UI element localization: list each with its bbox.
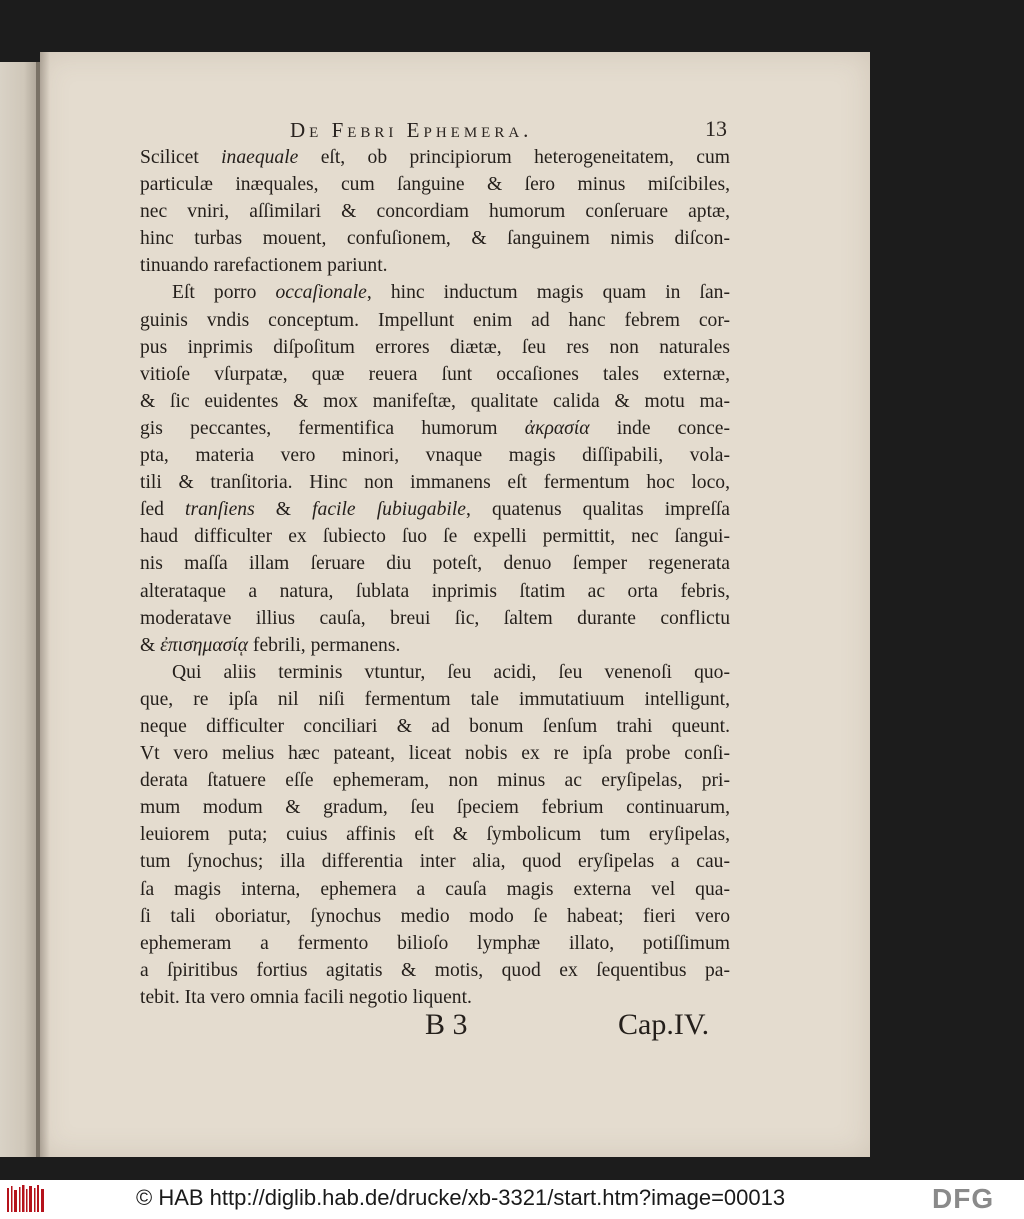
running-header: De Febri Ephemera. [290,118,533,142]
page-number: 13 [705,116,727,141]
text-line: que, re ipſa nil niſi fermentum tale immutatiuum intelligunt, [140,688,730,710]
text-line: nec vniri, aſſimilari & concordiam humorum conſeruare aptæ, [140,201,730,223]
text-line: hinc turbas mouent, confuſionem, & ſanguinem nimis diſcon- [140,228,730,250]
text-line: moderatave illius cauſa, breui ſic, ſaltem durante conflictu [140,607,730,629]
text-line: pus inprimis diſpoſitum errores diætæ, ſeu res non naturales [140,336,730,358]
text-line: guinis vndis conceptum. Impellunt enim ad hanc febrem cor- [140,309,730,331]
text-line: pta, materia vero minori, vnaque magis diſſipabili, vola- [140,445,730,467]
text-line: Scilicet inaequale eſt, ob principiorum heterogeneitatem, cum [140,147,730,168]
text-line: particulæ inæquales, cum ſanguine & ſero minus miſcibiles, [140,174,730,196]
text-line: & ſic euidentes & mox manifeſtæ, qualitate calida & motu ma- [140,390,730,412]
text-line: Vt vero melius hæc pateant, liceat nobis ex re ipſa probe conſi- [140,743,730,765]
body-text [140,144,730,1011]
text-line: tum ſynochus; illa differentia inter alia, quod eryſipelas a cau- [140,851,730,873]
signature-mark: B 3 [425,1008,468,1041]
text-line: ephemeram a fermento bilioſo lymphæ illato, potiſſimum [140,932,730,954]
text-line: & ἐπισημασίᾳ febrili, permanens. [140,634,401,656]
text-line: tinuando rarefactionem pariunt. [140,255,388,277]
text-line: haud difficulter ex ſubiecto ſuo ſe expelli permittit, nec ſangui- [140,526,730,548]
text-line: a ſpiritibus fortius agitatis & motis, quod ex ſequentibus pa- [140,959,730,981]
text-line: ſa magis interna, ephemera a cauſa magis externa vel qua- [140,878,730,900]
dfg-logo: DFG [932,1183,995,1214]
text-line: leuiorem puta; cuius affinis eſt & ſymbolicum tum eryſipelas, [140,824,730,846]
text-line: ſi tali oboriatur, ſynochus medio modo ſe habeat; fieri vero [140,905,730,927]
text-line: nis maſſa illam ſeruare diu poteſt, denuo ſemper regenerata [140,553,730,575]
hab-barcode-logo-icon [6,1184,46,1214]
text-line: Eſt porro occaſionale, hinc inductum magis quam in ſan- [172,282,730,304]
text-line: vitioſe vſurpatæ, quæ reuera ſunt occaſiones tales externæ, [140,363,730,385]
text-line: tebit. Ita vero omnia facili negotio liquent. [140,986,472,1008]
text-line: Qui aliis terminis vtuntur, ſeu acidi, ſeu venenoſi quo- [172,661,730,683]
catchword: Cap.IV. [618,1008,710,1041]
book-page [40,52,870,1157]
text-line: derata ſtatuere eſſe ephemeram, non minus ac eryſipelas, pri- [140,770,730,792]
text-line: alterataque a natura, ſublata inprimis ſtatim ac orta febris, [140,580,730,602]
previous-page-edge [0,62,40,1157]
copyright-url[interactable]: © HAB http://diglib.hab.de/drucke/xb-3321/start.htm?image=00013 [136,1185,786,1210]
text-line: gis peccantes, fermentifica humorum ἀκρασία inde conce- [140,417,730,439]
footer-bar [0,1180,1024,1219]
text-line: ſed tranſiens & facile ſubiugabile, quatenus qualitas impreſſa [140,499,730,521]
text-line: mum modum & gradum, ſeu ſpeciem febrium continuarum, [140,797,730,819]
text-line: tili & tranſitoria. Hinc non immanens eſt fermentum hoc loco, [140,472,730,494]
text-line: neque difficulter conciliari & ad bonum ſenſum trahi queunt. [140,715,730,737]
